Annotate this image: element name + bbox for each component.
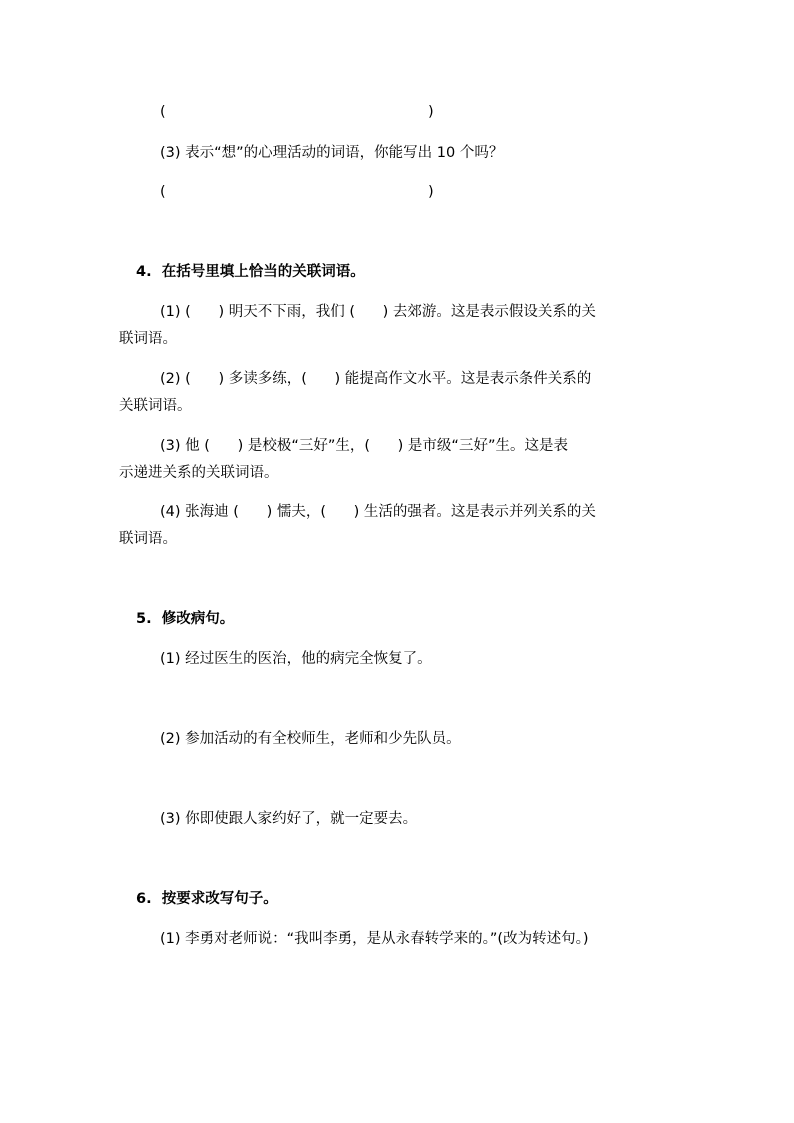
question-item-1: (1) 经过医生的医治，他的病完全恢复了。 xyxy=(160,651,432,667)
question-item-3: (3) 你即使跟人家约好了，就一定要去。 xyxy=(160,811,418,827)
question-item-3: (3) 表示“想”的心理活动的词语，你能写出 10 个吗？ xyxy=(160,145,504,161)
question-item-2: (2) 参加活动的有全校师生，老师和少先队员。 xyxy=(160,731,461,747)
question-line: (4) 张海迪 ( ) 懦夫，( ) 生活的强者。这是表示并列关系的关 xyxy=(160,504,596,520)
answer-line-close-paren: ) xyxy=(428,104,434,120)
section-4-heading: 4. 在括号里填上恰当的关联词语。 xyxy=(136,264,365,280)
section-6-heading: 6. 按要求改写句子。 xyxy=(136,891,278,907)
answer-line-open-paren: ( xyxy=(160,184,166,200)
question-line: 联词语。 xyxy=(119,531,177,547)
question-item-1: (1) 李勇对老师说：“我叫李勇，是从永春转学来的。”(改为转述句。) xyxy=(160,931,589,947)
question-line: 联词语。 xyxy=(119,331,177,347)
answer-line-close-paren: ) xyxy=(428,184,434,200)
question-line: 示递进关系的关联词语。 xyxy=(119,465,279,481)
question-line: (1) ( ) 明天不下雨，我们 ( ) 去郊游。这是表示假设关系的关 xyxy=(160,304,596,320)
answer-line-open-paren: ( xyxy=(160,104,166,120)
question-line: (3) 他 ( ) 是校极“三好”生，( ) 是市级“三好”生。这是表 xyxy=(160,438,568,454)
question-line: 关联词语。 xyxy=(119,398,192,414)
question-line: (2) ( ) 多读多练，( ) 能提高作文水平。这是表示条件关系的 xyxy=(160,371,592,387)
section-5-heading: 5. 修改病句。 xyxy=(136,611,235,627)
